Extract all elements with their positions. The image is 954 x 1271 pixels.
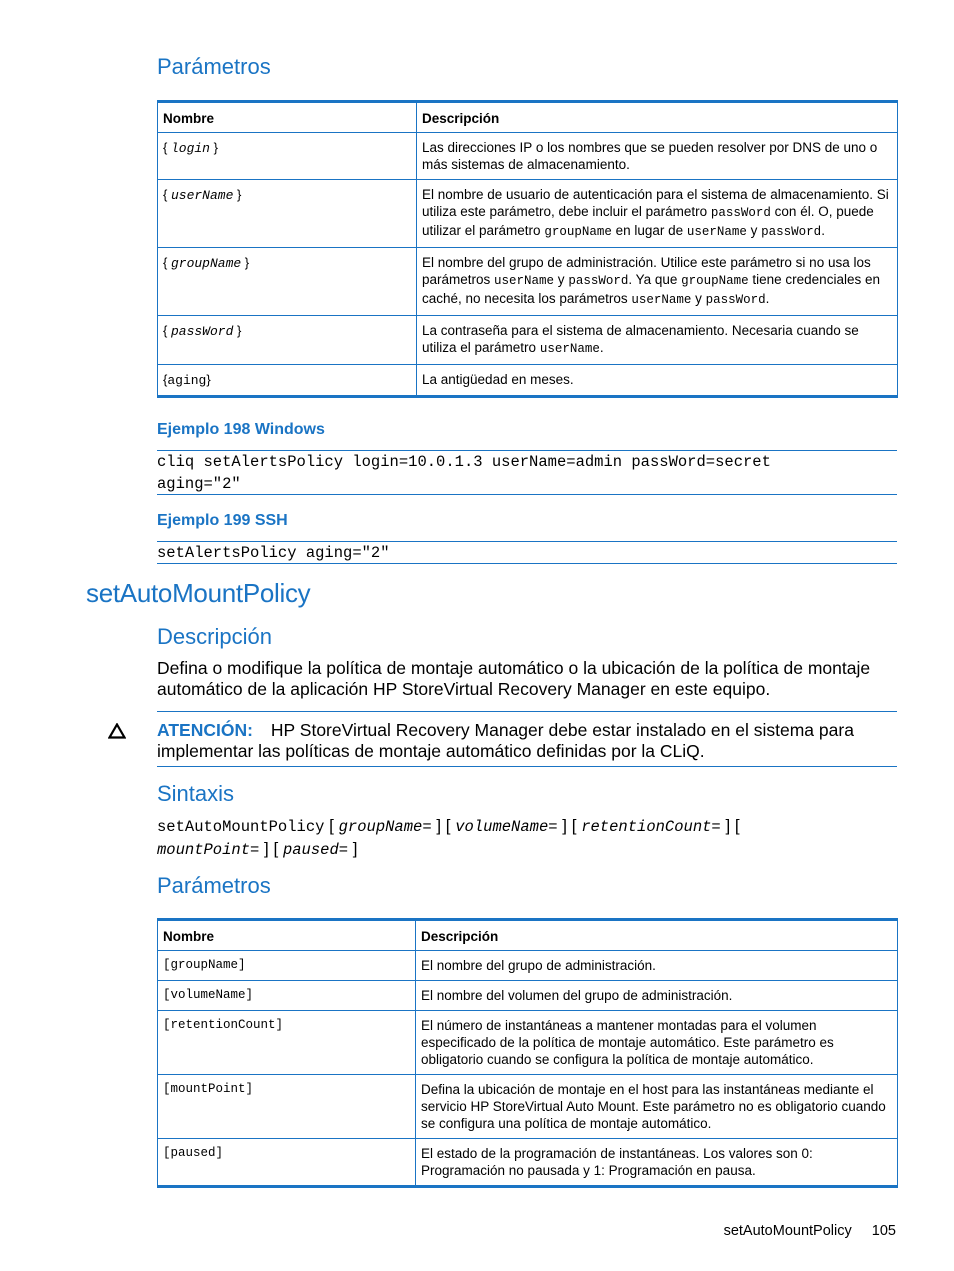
syntax-heading: Sintaxis bbox=[157, 781, 235, 806]
param-name-cell: [retentionCount] bbox=[158, 1011, 416, 1075]
syntax-text: setAutoMountPolicy [ groupName= ] [ volumeName= ] [ retentionCount= ] [ mountPoint= ] [ paused= ] bbox=[157, 816, 740, 859]
param-name-cell: [paused] bbox=[158, 1139, 416, 1187]
param-description-cell: El número de instantáneas a mantener montadas para el volumen especificado de la política de montaje automático. Este parámetro es obligatorio cuando se configura la política de montaje automático. bbox=[416, 1011, 898, 1075]
section-title: setAutoMountPolicy bbox=[86, 578, 311, 608]
table-row bbox=[158, 248, 898, 316]
param-name-cell: [groupName] bbox=[158, 951, 416, 981]
page-number: 105 bbox=[871, 1223, 896, 1239]
param-name-cell: [mountPoint] bbox=[158, 1075, 416, 1139]
column-header-name: Nombre bbox=[158, 920, 416, 951]
example-198-label: Ejemplo 198 Windows bbox=[157, 421, 325, 438]
description-text: Defina o modifique la política de montaje automático o la ubicación de la política de montaje automático de la aplicación HP StoreVirtual Recovery Manager en este equipo. bbox=[157, 658, 871, 699]
param-description-cell: La contraseña para el sistema de almacenamiento. Necesaria cuando se utiliza el parámetro userName. bbox=[417, 316, 898, 365]
param-name-cell: [volumeName] bbox=[158, 981, 416, 1011]
footer-title: setAutoMountPolicy bbox=[723, 1223, 852, 1239]
code-line: cliq setAlertsPolicy login=10.0.1.3 userName=admin passWord=secret bbox=[157, 453, 771, 471]
parameters-heading: Parámetros bbox=[157, 54, 271, 79]
code-line: aging="2" bbox=[157, 475, 241, 493]
param-description-cell: El nombre del grupo de administración. Utilice este parámetro si no usa los parámetros userName y passWord. Ya que groupName tiene credenciales en caché, no necesita los parámetros userName y passWord. bbox=[417, 248, 898, 316]
param-description-cell: El nombre del volumen del grupo de administración. bbox=[416, 981, 898, 1011]
param-description-cell: El estado de la programación de instantáneas. Los valores son 0: Programación no pausada y 1: Programación en pausa. bbox=[416, 1139, 898, 1187]
param-name-cell: { userName } bbox=[158, 180, 417, 248]
parameters-table bbox=[157, 100, 898, 398]
page-footer bbox=[724, 1223, 896, 1239]
example-199-label: Ejemplo 199 SSH bbox=[157, 512, 288, 529]
param-description-cell: Defina la ubicación de montaje en el host para las instantáneas mediante el servicio HP StoreVirtual Auto Mount. Este parámetro no es obligatorio cuando se configura una política de montaje automático. bbox=[416, 1075, 898, 1139]
divider bbox=[157, 711, 897, 712]
param-description-cell: El nombre de usuario de autenticación para el sistema de almacenamiento. Si utiliza este parámetro, debe incluir el parámetro passWord con él. O, puede utilizar el parámetro groupName en lugar de userName y passWord. bbox=[417, 180, 898, 248]
table-row bbox=[158, 951, 898, 981]
column-header-name: Nombre bbox=[158, 102, 417, 133]
table-row bbox=[158, 1139, 898, 1187]
param-name-cell: {aging} bbox=[158, 365, 417, 397]
column-header-description: Descripción bbox=[417, 102, 898, 133]
code-line: setAlertsPolicy aging="2" bbox=[157, 544, 390, 562]
attention-note: ATENCIÓN: HP StoreVirtual Recovery Manager debe estar instalado en el sistema para implementar las políticas de montaje automático definidas por la CLiQ. bbox=[157, 720, 854, 761]
column-header-description: Descripción bbox=[416, 920, 898, 951]
param-name-cell: { login } bbox=[158, 133, 417, 180]
param-description-cell: La antigüedad en meses. bbox=[417, 365, 898, 397]
param-name-cell: { passWord } bbox=[158, 316, 417, 365]
table-row bbox=[158, 365, 898, 397]
param-description-cell: Las direcciones IP o los nombres que se pueden resolver por DNS de uno o más sistemas de almacenamiento. bbox=[417, 133, 898, 180]
example-198-code bbox=[157, 451, 771, 495]
table-row bbox=[158, 133, 898, 180]
table-row bbox=[158, 981, 898, 1011]
divider bbox=[157, 494, 897, 495]
parameters-table-2 bbox=[157, 918, 898, 1188]
table-row bbox=[158, 1075, 898, 1139]
example-199-code bbox=[157, 542, 390, 564]
param-name-cell: { groupName } bbox=[158, 248, 417, 316]
description-heading: Descripción bbox=[157, 624, 272, 649]
table-row bbox=[158, 180, 898, 248]
divider bbox=[157, 766, 897, 767]
divider bbox=[157, 563, 897, 564]
attention-label: ATENCIÓN: bbox=[157, 720, 253, 740]
parameters-heading-2: Parámetros bbox=[157, 873, 271, 898]
table-row bbox=[158, 1011, 898, 1075]
table-row bbox=[158, 316, 898, 365]
param-description-cell: El nombre del grupo de administración. bbox=[416, 951, 898, 981]
warning-triangle-icon bbox=[108, 723, 126, 739]
